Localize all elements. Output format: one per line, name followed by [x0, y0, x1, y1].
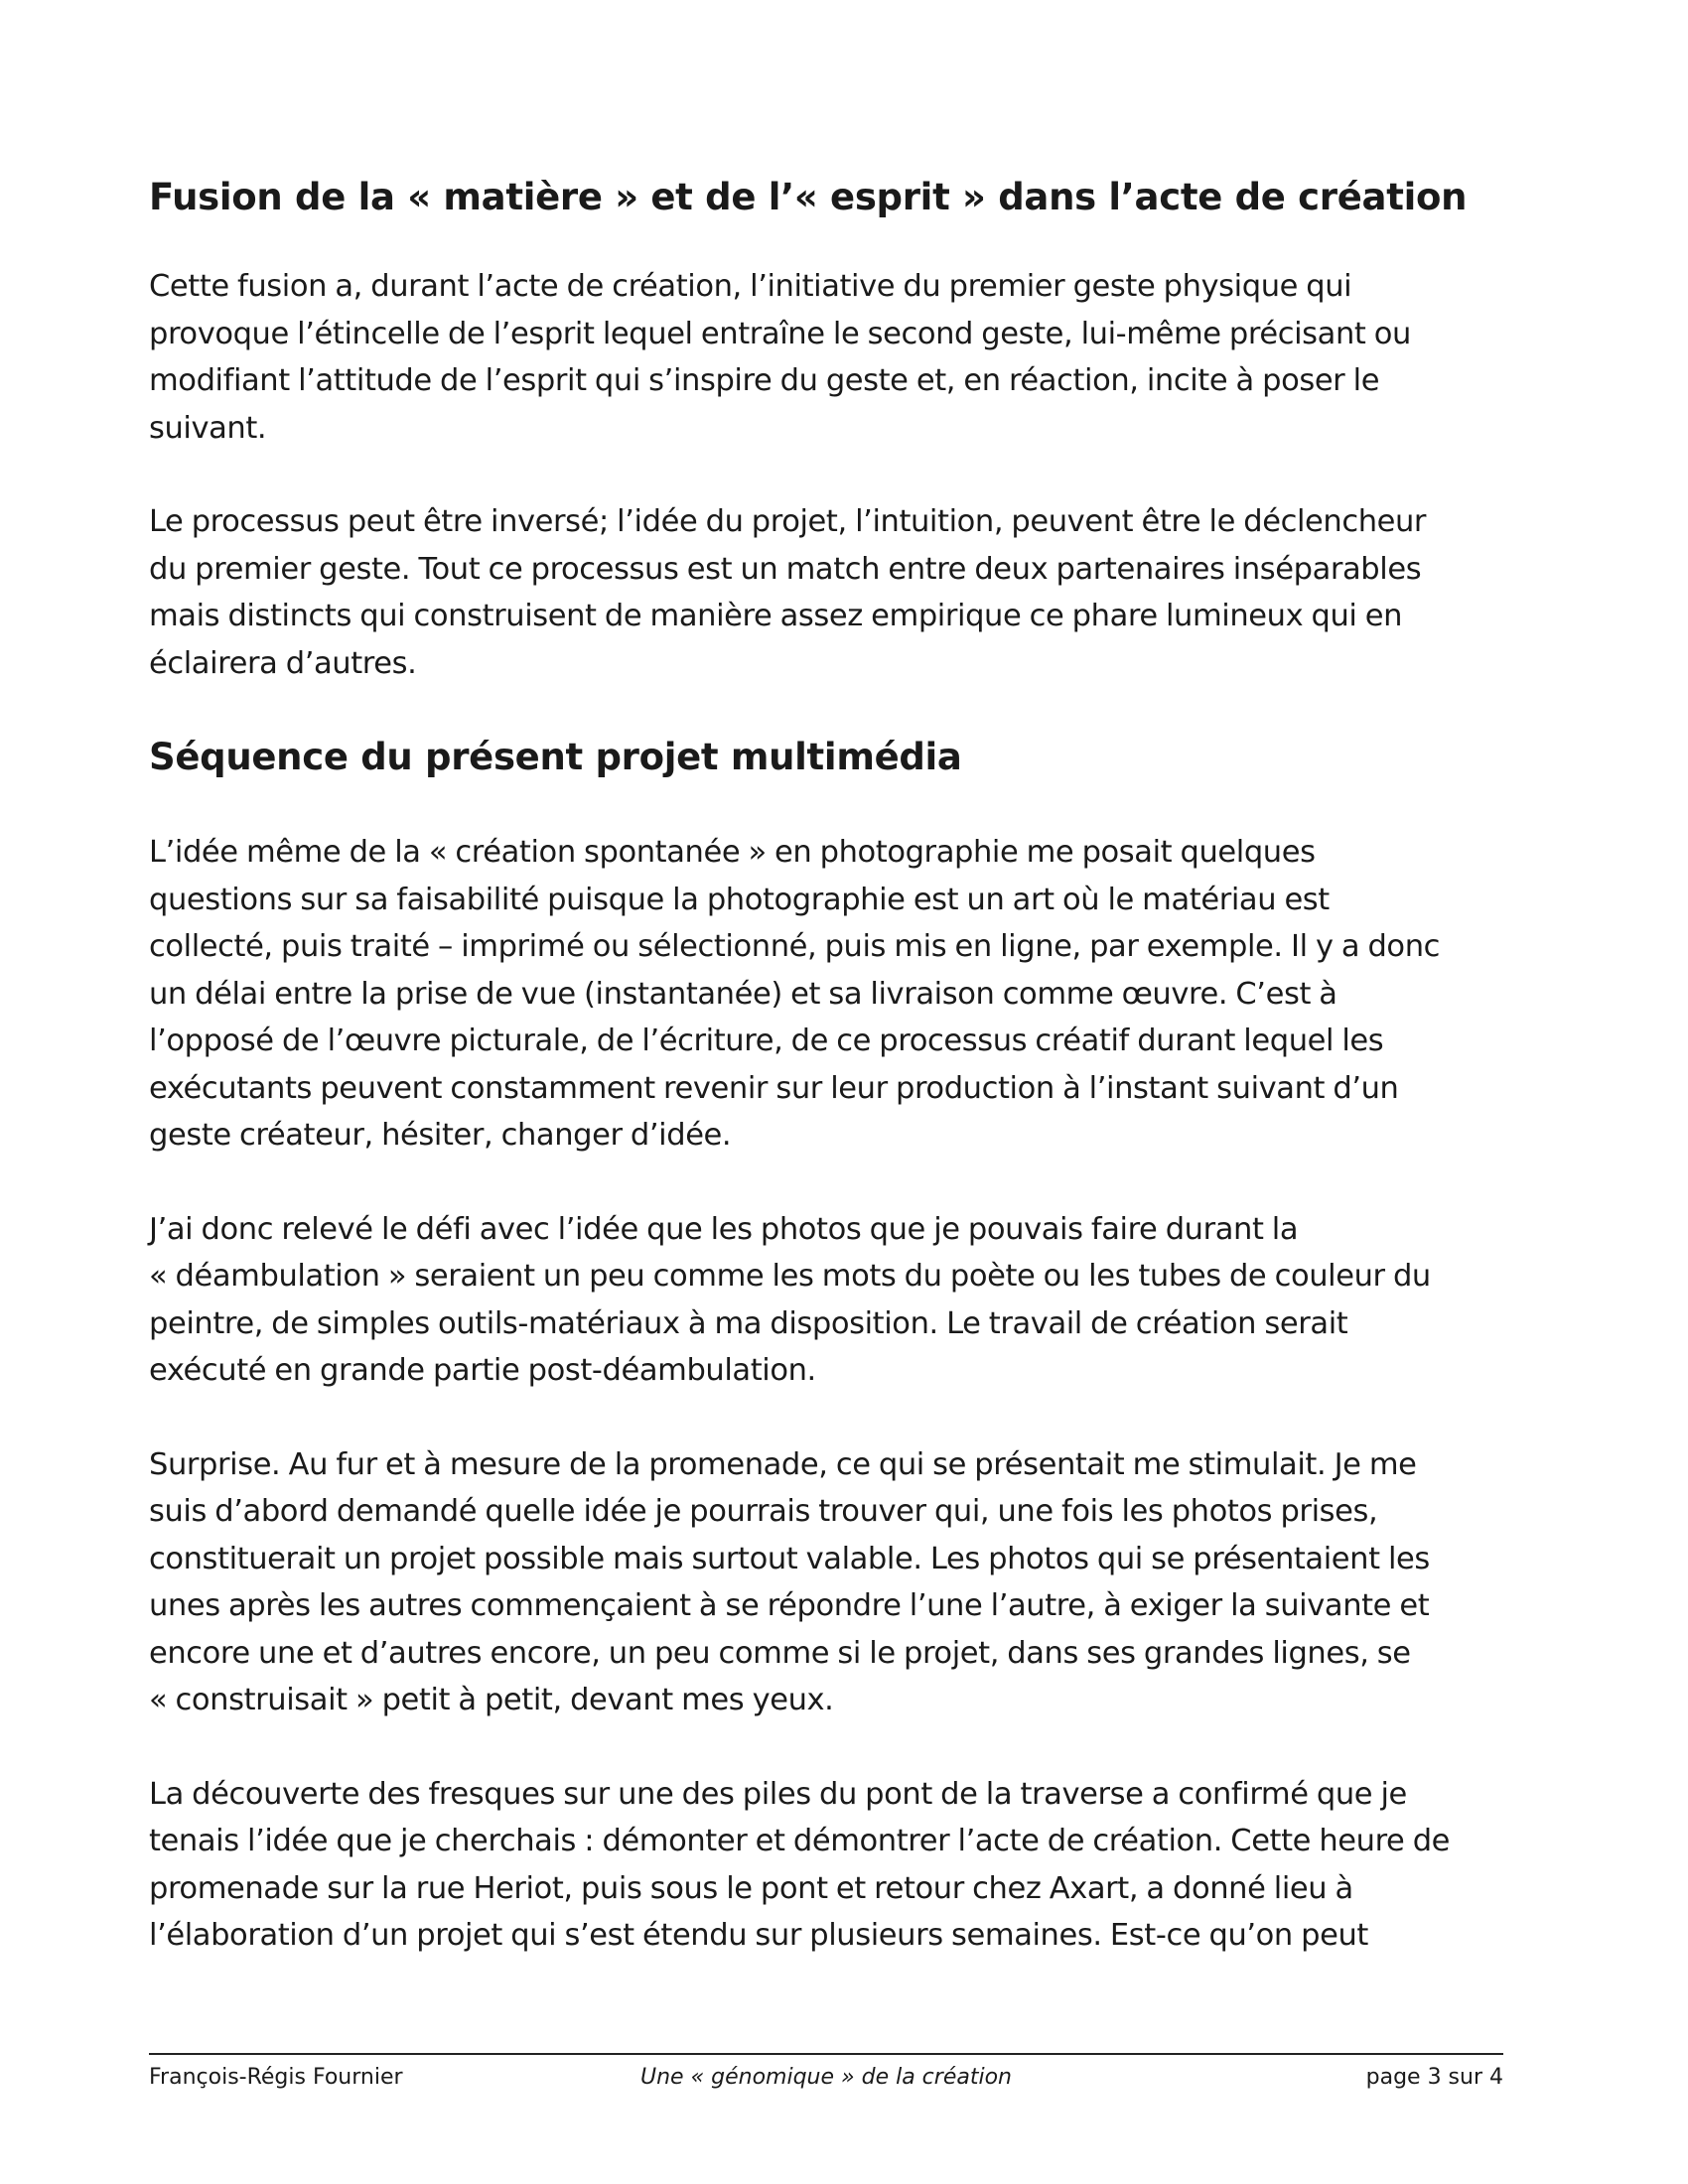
text-line: Cette fusion a, durant l’acte de création, l’initiative du premier geste physique qui: [149, 269, 1352, 304]
text-line: La découverte des fresques sur une des piles du pont de la traverse a confirmé que je: [149, 1776, 1407, 1812]
text-line: modifiant l’attitude de l’esprit qui s’inspire du geste et, en réaction, incite à poser le: [149, 363, 1380, 398]
section-heading-sequence: Séquence du présent projet multimédia: [149, 736, 962, 778]
text-line: tenais l’idée que je cherchais : démonter et démontrer l’acte de création. Cette heure de: [149, 1824, 1451, 1858]
paragraph-sequence-4: [149, 1771, 1539, 1960]
paragraph-sequence-2: [149, 1206, 1539, 1395]
text-line: Surprise. Au fur et à mesure de la promenade, ce qui se présentait me stimulait. Je me: [149, 1446, 1417, 1482]
document-page: [149, 0, 1539, 2184]
text-line: exécutants peuvent constamment revenir sur leur production à l’instant suivant d’un: [149, 1070, 1399, 1106]
text-line: J’ai donc relevé le défi avec l’idée que les photos que je pouvais faire durant la: [149, 1211, 1299, 1247]
footer-divider: [149, 2053, 1503, 2055]
text-line: collecté, puis traité – imprimé ou sélectionné, puis mis en ligne, par exemple. Il y a donc: [149, 929, 1440, 964]
text-line: L’idée même de la « création spontanée » en photographie me posait quelques: [149, 835, 1316, 870]
text-line: un délai entre la prise de vue (instantanée) et sa livraison comme œuvre. C’est à: [149, 976, 1337, 1012]
text-line: l’opposé de l’œuvre picturale, de l’écriture, de ce processus créatif durant lequel les: [149, 1024, 1384, 1058]
text-line: encore une et d’autres encore, un peu comme si le projet, dans ses grandes lignes, se: [149, 1635, 1411, 1671]
page-body: [149, 174, 1539, 2006]
footer-page-number: page 3 sur 4: [1365, 2065, 1503, 2090]
paragraph-fusion-2: [149, 498, 1539, 687]
paragraph-sequence-1: [149, 829, 1539, 1160]
text-line: promenade sur la rue Heriot, puis sous le pont et retour chez Axart, a donné lieu à: [149, 1870, 1353, 1906]
text-line: constituerait un projet possible mais surtout valable. Les photos qui se présentaient les: [149, 1541, 1430, 1576]
text-line: Le processus peut être inversé; l’idée du projet, l’intuition, peuvent être le déclencheur: [149, 504, 1427, 539]
text-line: geste créateur, hésiter, changer d’idée.: [149, 1118, 732, 1153]
text-line: suis d’abord demandé quelle idée je pourrais trouver qui, une fois les photos prises,: [149, 1494, 1378, 1529]
text-line: unes après les autres commençaient à se répondre l’une l’autre, à exiger la suivante et: [149, 1588, 1430, 1623]
footer-title: Une « génomique » de la création: [640, 2065, 1012, 2090]
paragraph-sequence-3: [149, 1441, 1539, 1724]
page-footer: [149, 2060, 1503, 2096]
text-line: exécuté en grande partie post-déambulation.: [149, 1353, 816, 1388]
text-line: éclairera d’autres.: [149, 645, 417, 681]
text-line: peintre, de simples outils-matériaux à ma disposition. Le travail de création serait: [149, 1305, 1348, 1341]
text-line: « construisait » petit à petit, devant mes yeux.: [149, 1683, 834, 1717]
paragraph-fusion-1: [149, 263, 1539, 452]
text-line: suivant.: [149, 410, 267, 446]
footer-author: François-Régis Fournier: [149, 2065, 403, 2090]
text-line: mais distincts qui construisent de manière assez empirique ce phare lumineux qui en: [149, 599, 1403, 633]
text-line: provoque l’étincelle de l’esprit lequel entraîne le second geste, lui-même précisant ou: [149, 316, 1411, 351]
text-line: « déambulation » seraient un peu comme les mots du poète ou les tubes de couleur du: [149, 1259, 1431, 1294]
section-heading-fusion: Fusion de la « matière » et de l’« esprit » dans l’acte de création: [149, 176, 1468, 218]
text-line: questions sur sa faisabilité puisque la photographie est un art où le matériau est: [149, 882, 1330, 917]
text-line: l’élaboration d’un projet qui s’est étendu sur plusieurs semaines. Est-ce qu’on peut: [149, 1918, 1368, 1953]
text-line: du premier geste. Tout ce processus est un match entre deux partenaires inséparables: [149, 551, 1422, 587]
